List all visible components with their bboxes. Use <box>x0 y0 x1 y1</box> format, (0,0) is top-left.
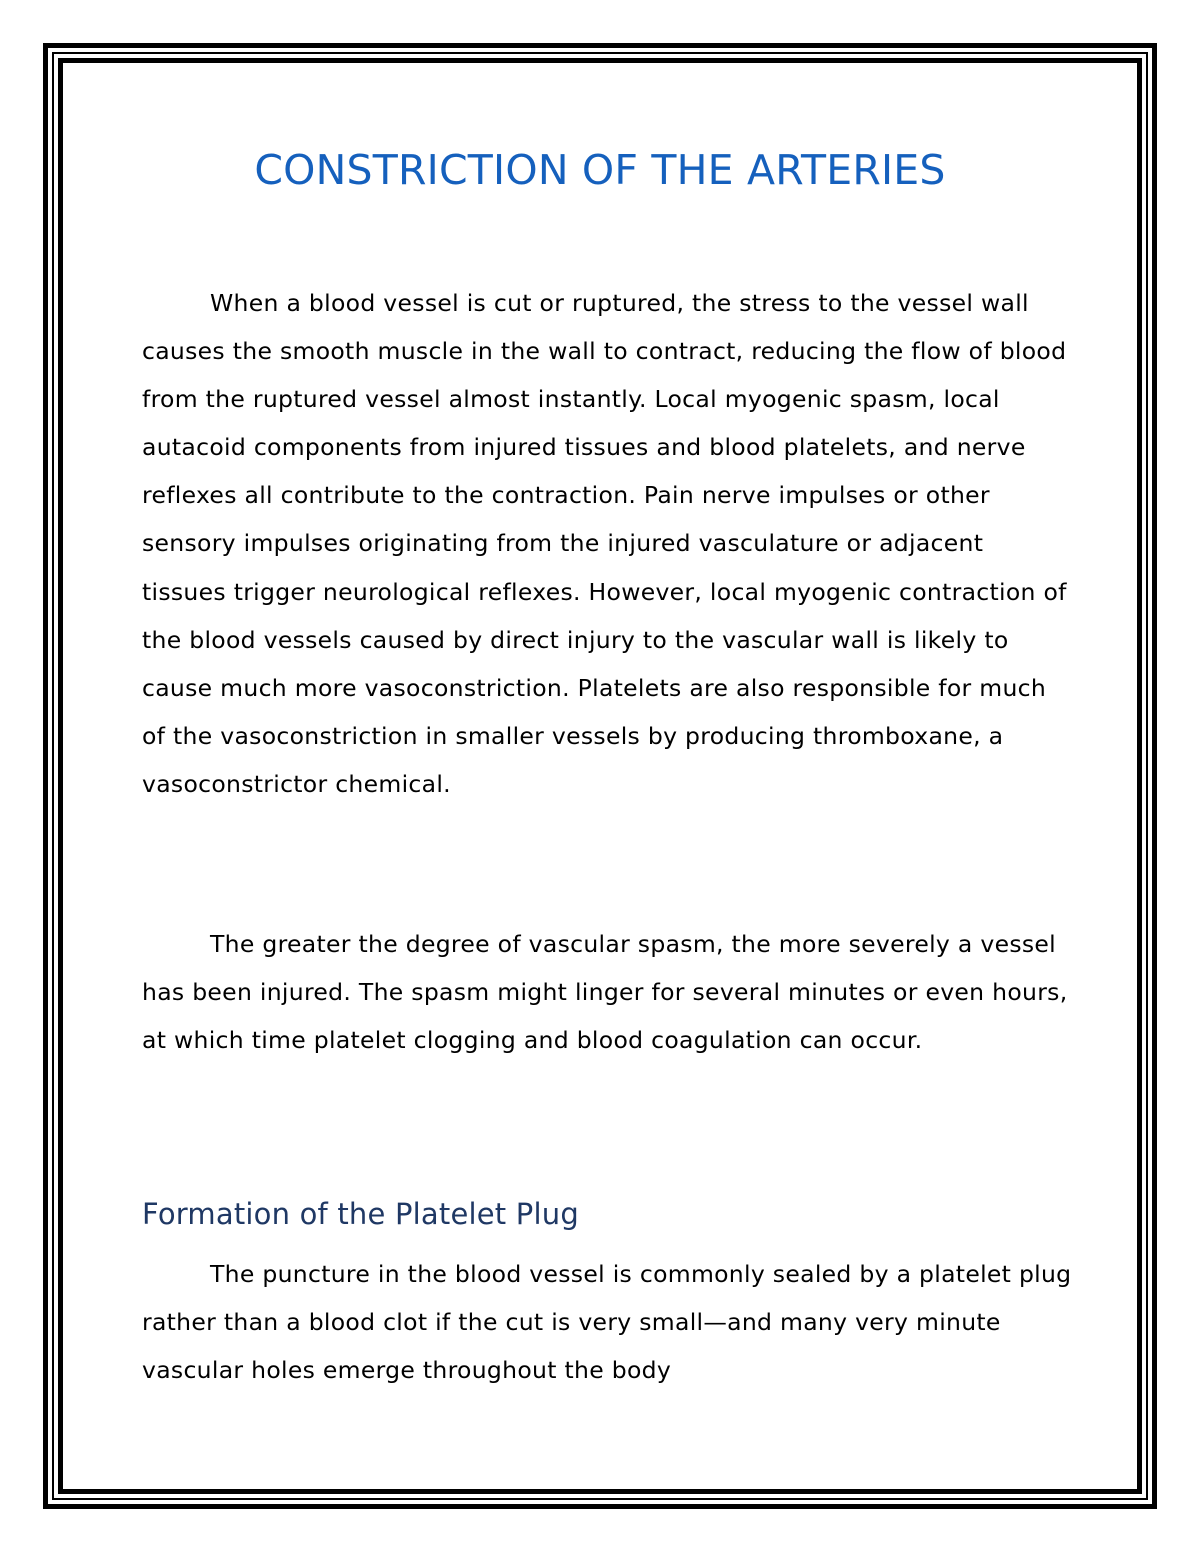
section-heading: Formation of the Platelet Plug <box>142 1197 579 1231</box>
body-paragraph-2: The greater the degree of vascular spasm, the more severely a vessel has been injured. The spasm might linger for several minutes or even hours, at which time platelet clogging and blood coagulation can occur. <box>142 930 1068 1055</box>
page-title: CONSTRICTION OF THE ARTERIES <box>254 146 946 194</box>
section-paragraph: The puncture in the blood vessel is commonly sealed by a platelet plug rather than a blood clot if the cut is very small—and many very minute vascular holes emerge throughout the body <box>142 1260 1072 1385</box>
body-paragraph-1: When a blood vessel is cut or ruptured, the stress to the vessel wall causes the smooth muscle in the wall to contract, reducing the flow of blood from the ruptured vessel almost instantly. Local myogenic spasm, local autacoid components from injured tissues and blood platelets, and nerve reflexes all contribute to the contraction. Pain nerve impulses or other sensory impulses originating from the injured vasculature or adjacent tissues trigger neurological reflexes. However, local myogenic contraction of the blood vessels caused by direct injury to the vascular wall is likely to cause much more vasoconstriction. Platelets are also responsible for much of the vasoconstriction in smaller vessels by producing thromboxane, a vasoconstrictor chemical. <box>142 289 1067 798</box>
